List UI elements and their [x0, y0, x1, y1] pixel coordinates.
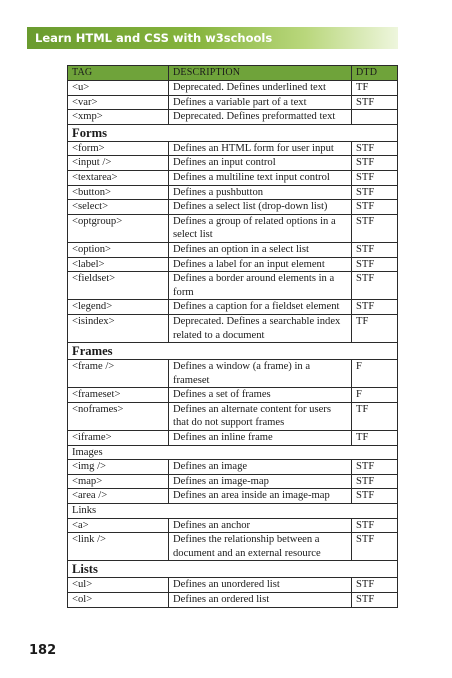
description-cell: Defines a label for an input element [169, 257, 352, 272]
description-cell: Defines an inline frame [169, 431, 352, 446]
dtd-cell: TF [352, 314, 398, 342]
tag-cell: <xmp> [68, 110, 169, 125]
tag-cell: <form> [68, 141, 169, 156]
tag-cell: <a> [68, 518, 169, 533]
table-row [68, 360, 398, 388]
tag-cell: <map> [68, 474, 169, 489]
table-row [68, 460, 398, 475]
tag-cell: <area /> [68, 489, 169, 504]
dtd-cell: STF [352, 593, 398, 608]
dtd-cell: STF [352, 489, 398, 504]
tag-cell: <button> [68, 185, 169, 200]
column-header-description: DESCRIPTION [169, 66, 352, 81]
description-cell: Defines a window (a frame) in a frameset [169, 360, 352, 388]
table-row [68, 170, 398, 185]
tag-cell: <frame /> [68, 360, 169, 388]
dtd-cell: STF [352, 156, 398, 171]
column-header-tag: TAG [68, 66, 169, 81]
table-row [68, 95, 398, 110]
dtd-cell: F [352, 360, 398, 388]
description-cell: Defines a group of related options in a select list [169, 214, 352, 242]
table-row [68, 518, 398, 533]
tag-cell: <label> [68, 257, 169, 272]
table-row [68, 141, 398, 156]
section-title: Images [68, 445, 398, 460]
table-row [68, 185, 398, 200]
table-header-row [68, 66, 398, 81]
table-row [68, 578, 398, 593]
column-header-dtd: DTD [352, 66, 398, 81]
description-cell: Defines a caption for a fieldset element [169, 300, 352, 315]
table-row [68, 388, 398, 403]
dtd-cell: STF [352, 170, 398, 185]
description-cell: Defines an input control [169, 156, 352, 171]
dtd-cell: STF [352, 578, 398, 593]
dtd-cell: STF [352, 214, 398, 242]
dtd-cell: F [352, 388, 398, 403]
dtd-cell: STF [352, 460, 398, 475]
dtd-cell: STF [352, 474, 398, 489]
description-cell: Defines the relationship between a document and an external resource [169, 533, 352, 561]
table-row [68, 474, 398, 489]
dtd-cell [352, 110, 398, 125]
table-row [68, 110, 398, 125]
description-cell: Defines a multiline text input control [169, 170, 352, 185]
dtd-cell: TF [352, 81, 398, 96]
section-row [68, 445, 398, 460]
description-cell: Deprecated. Defines preformatted text [169, 110, 352, 125]
description-cell: Defines an HTML form for user input [169, 141, 352, 156]
page-number: 182 [29, 643, 57, 658]
description-cell: Defines an ordered list [169, 593, 352, 608]
tag-cell: <ol> [68, 593, 169, 608]
table-row [68, 272, 398, 300]
section-row [68, 504, 398, 519]
tag-cell: <u> [68, 81, 169, 96]
table-body [68, 81, 398, 608]
dtd-cell: STF [352, 257, 398, 272]
tag-cell: <optgroup> [68, 214, 169, 242]
description-cell: Defines a pushbutton [169, 185, 352, 200]
table-row [68, 200, 398, 215]
dtd-cell: STF [352, 185, 398, 200]
tag-cell: <fieldset> [68, 272, 169, 300]
table-row [68, 533, 398, 561]
tag-cell: <textarea> [68, 170, 169, 185]
section-title: Lists [68, 561, 398, 578]
dtd-cell: STF [352, 95, 398, 110]
table-row [68, 156, 398, 171]
tag-cell: <select> [68, 200, 169, 215]
dtd-cell: STF [352, 533, 398, 561]
tag-cell: <noframes> [68, 402, 169, 430]
tag-cell: <link /> [68, 533, 169, 561]
description-cell: Defines a variable part of a text [169, 95, 352, 110]
tag-cell: <input /> [68, 156, 169, 171]
table-row [68, 242, 398, 257]
table-row [68, 300, 398, 315]
section-title: Frames [68, 343, 398, 360]
tag-cell: <isindex> [68, 314, 169, 342]
tag-cell: <option> [68, 242, 169, 257]
description-cell: Defines an area inside an image-map [169, 489, 352, 504]
description-cell: Defines an alternate content for users that do not support frames [169, 402, 352, 430]
tag-cell: <iframe> [68, 431, 169, 446]
tag-cell: <legend> [68, 300, 169, 315]
section-title: Forms [68, 124, 398, 141]
table-row [68, 214, 398, 242]
table-row [68, 489, 398, 504]
dtd-cell: TF [352, 402, 398, 430]
dtd-cell: TF [352, 431, 398, 446]
section-row [68, 124, 398, 141]
table-row [68, 593, 398, 608]
description-cell: Defines a select list (drop-down list) [169, 200, 352, 215]
description-cell: Defines an anchor [169, 518, 352, 533]
table-row [68, 314, 398, 342]
tag-cell: <img /> [68, 460, 169, 475]
description-cell: Defines an option in a select list [169, 242, 352, 257]
dtd-cell: STF [352, 300, 398, 315]
description-cell: Defines a border around elements in a form [169, 272, 352, 300]
description-cell: Defines a set of frames [169, 388, 352, 403]
tag-cell: <ul> [68, 578, 169, 593]
section-row [68, 561, 398, 578]
description-cell: Defines an image [169, 460, 352, 475]
dtd-cell: STF [352, 242, 398, 257]
table-row [68, 257, 398, 272]
table-row [68, 431, 398, 446]
dtd-cell: STF [352, 518, 398, 533]
running-header-title: Learn HTML and CSS with w3schools [35, 31, 273, 45]
tag-cell: <var> [68, 95, 169, 110]
dtd-cell: STF [352, 141, 398, 156]
tag-cell: <frameset> [68, 388, 169, 403]
table-header [68, 66, 398, 81]
description-cell: Defines an unordered list [169, 578, 352, 593]
description-cell: Deprecated. Defines a searchable index related to a document [169, 314, 352, 342]
section-title: Links [68, 504, 398, 519]
dtd-cell: STF [352, 200, 398, 215]
tag-reference-table [67, 65, 398, 608]
description-cell: Deprecated. Defines underlined text [169, 81, 352, 96]
section-row [68, 343, 398, 360]
description-cell: Defines an image-map [169, 474, 352, 489]
table-row [68, 402, 398, 430]
table-row [68, 81, 398, 96]
dtd-cell: STF [352, 272, 398, 300]
